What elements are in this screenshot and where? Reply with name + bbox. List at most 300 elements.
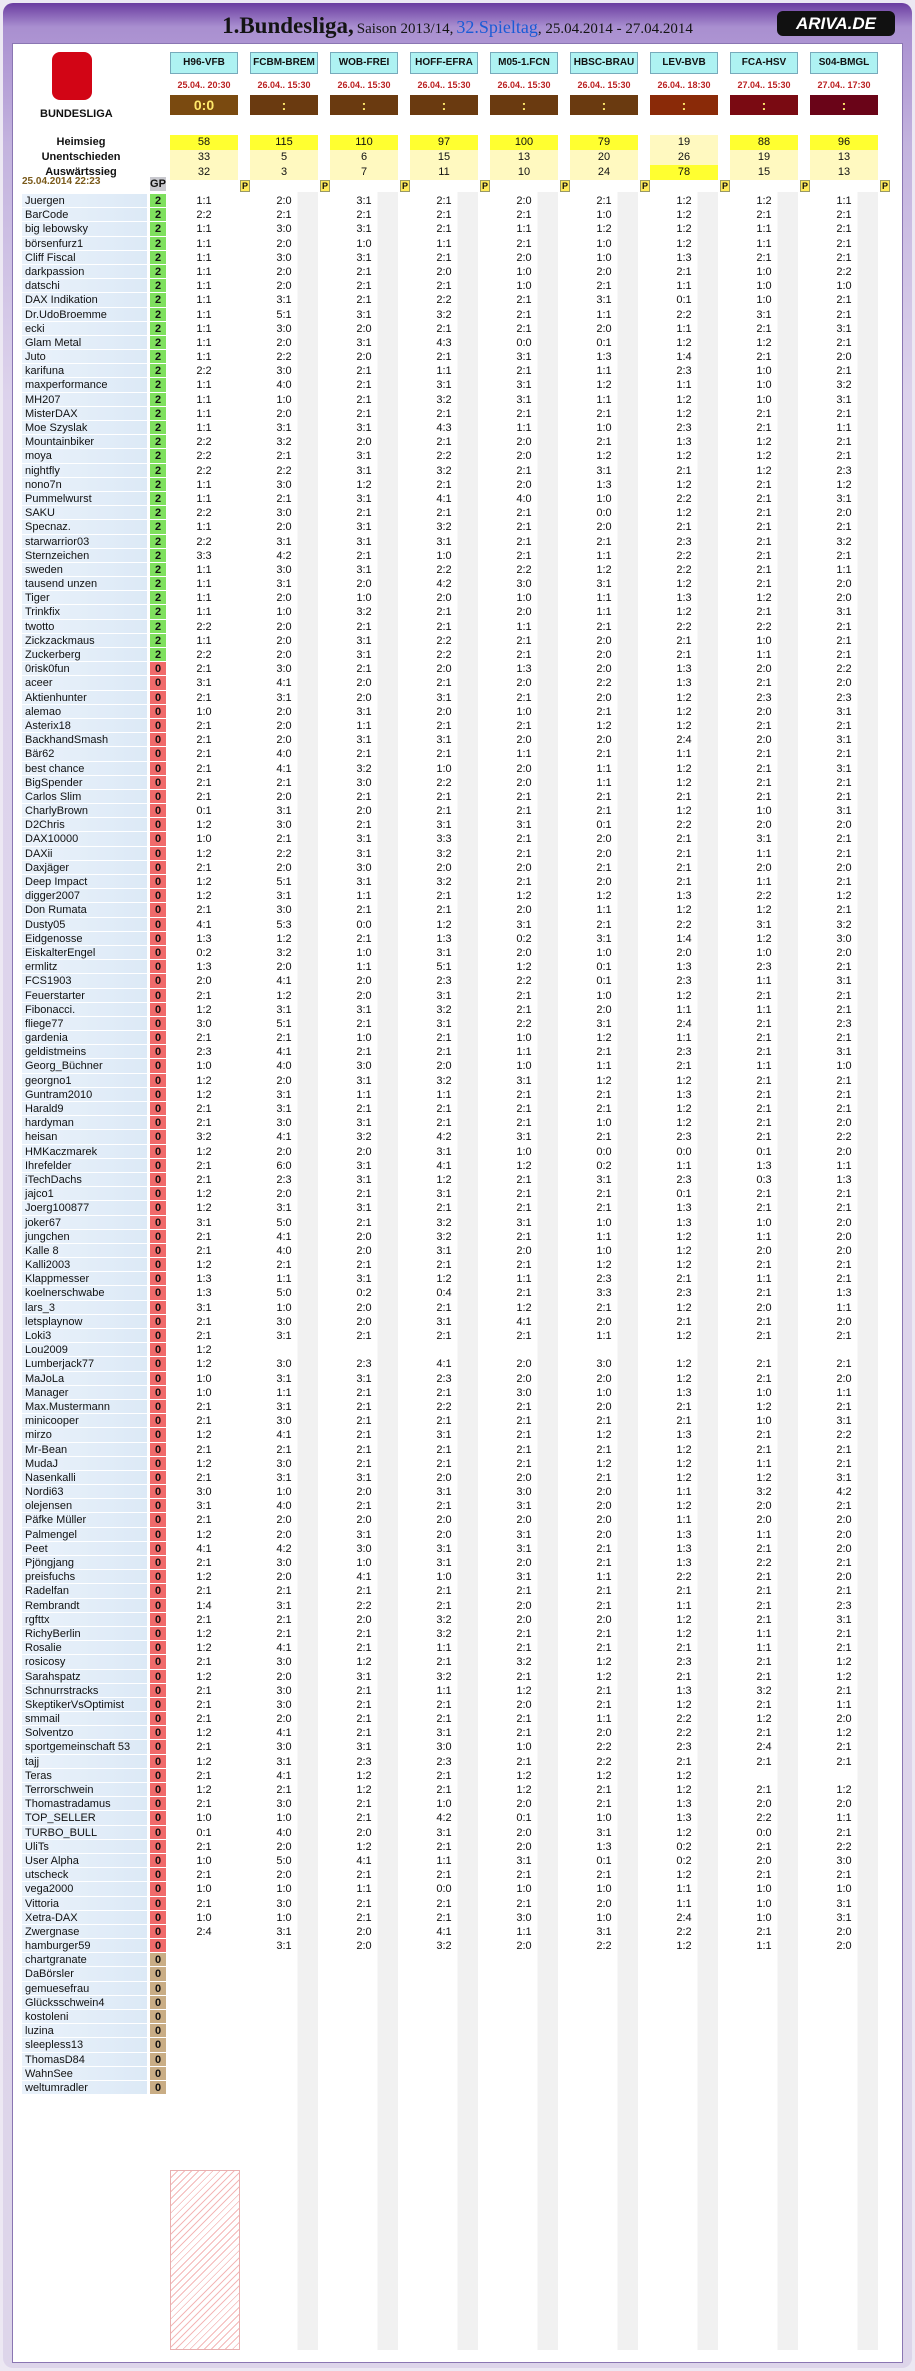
- participant-name[interactable]: Manager: [22, 1386, 147, 1400]
- tip-cell: 2:1: [836, 1684, 852, 1697]
- tip-cell: 3:1: [436, 1145, 452, 1158]
- participant-name[interactable]: Ihrefelder: [22, 1159, 147, 1173]
- participant-name[interactable]: Zwergnase: [22, 1925, 147, 1939]
- participant-name[interactable]: Eidgenosse: [22, 932, 147, 946]
- participant-name[interactable]: Mr-Bean: [22, 1443, 147, 1457]
- participant-name[interactable]: jungchen: [22, 1230, 147, 1244]
- tip-cell: 1:1: [596, 592, 612, 605]
- participant-name[interactable]: ecki: [22, 322, 147, 336]
- participant-name[interactable]: hamburger59: [22, 1939, 147, 1953]
- gp-value: 0: [150, 2067, 166, 2081]
- participant-name[interactable]: Dr.UdoBroemme: [22, 308, 147, 322]
- participant-name[interactable]: CharlyBrown: [22, 804, 147, 818]
- participant-name[interactable]: luzina: [22, 2024, 147, 2038]
- tip-cell: 1:2: [596, 1074, 612, 1087]
- participant-name[interactable]: Moe Szyslak: [22, 421, 147, 435]
- tip-cell: 3:1: [516, 379, 532, 392]
- participant-name[interactable]: best chance: [22, 762, 147, 776]
- tip-cell: 2:1: [356, 1443, 372, 1456]
- participant-name[interactable]: heisan: [22, 1130, 147, 1144]
- participant-name[interactable]: Nasenkalli: [22, 1471, 147, 1485]
- match-header[interactable]: HOFF-EFRA: [410, 52, 478, 74]
- participant-name[interactable]: MudaJ: [22, 1457, 147, 1471]
- participant-name[interactable]: Kalli2003: [22, 1258, 147, 1272]
- participant-name[interactable]: gemuesefrau: [22, 1982, 147, 1996]
- participant-name[interactable]: utscheck: [22, 1868, 147, 1882]
- gp-value: 2: [150, 492, 166, 506]
- participant-name[interactable]: BarCode: [22, 208, 147, 222]
- participant-name[interactable]: alemao: [22, 705, 147, 719]
- tip-cell: 2:1: [756, 492, 772, 505]
- tip-cell: 2:1: [596, 195, 612, 207]
- tip-cell: 2:1: [436, 1457, 452, 1470]
- tip-cell: 1:4: [676, 351, 692, 364]
- participant-name[interactable]: karifuna: [22, 364, 147, 378]
- tip-cell: 1:2: [436, 918, 452, 931]
- tip-cell: 1:2: [516, 1159, 532, 1172]
- tip-cell: 1:2: [356, 1784, 372, 1796]
- tip-cell: 2:1: [196, 1769, 212, 1782]
- table-row: [0, 1357, 909, 1371]
- p-flag-icon[interactable]: P: [241, 181, 248, 191]
- participant-name[interactable]: digger2007: [22, 889, 147, 903]
- tip-cell: 2:3: [756, 691, 772, 704]
- table-row: [0, 194, 909, 208]
- tip-cell: 2:1: [516, 989, 532, 1002]
- table-row: [0, 1116, 909, 1130]
- gp-value: 0: [150, 1130, 166, 1144]
- participant-name[interactable]: tausend unzen: [22, 577, 147, 591]
- match-date: 26.04.. 15:30: [410, 78, 478, 92]
- tip-cell: 2:1: [436, 478, 452, 491]
- participant-name[interactable]: Lumberjack77: [22, 1357, 147, 1371]
- tip-cell: 2:1: [836, 436, 852, 449]
- participant-name[interactable]: gardenia: [22, 1031, 147, 1045]
- tip-cell: 1:2: [516, 1784, 532, 1796]
- tip-cell: 2:1: [196, 1400, 212, 1413]
- tip-cell: 2:0: [516, 861, 532, 874]
- participant-name[interactable]: Palmengel: [22, 1528, 147, 1542]
- participant-name[interactable]: Bär62: [22, 747, 147, 761]
- tip-cell: 2:1: [516, 1429, 532, 1442]
- participant-name[interactable]: 0risk0fun: [22, 662, 147, 676]
- table-row: [0, 464, 909, 478]
- tip-cell: 2:0: [356, 989, 372, 1002]
- participant-name[interactable]: Kalle 8: [22, 1244, 147, 1258]
- gp-value: 0: [150, 1570, 166, 1584]
- tip-cell: 2:1: [516, 1457, 532, 1470]
- participant-name[interactable]: Aktienhunter: [22, 691, 147, 705]
- away-win-count: 24: [570, 165, 638, 180]
- participant-name[interactable]: Glücksschwein4: [22, 1996, 147, 2010]
- gp-value: 0: [150, 1428, 166, 1442]
- tip-cell: 2:1: [356, 663, 372, 676]
- tip-cell: 3:1: [596, 1017, 612, 1030]
- table-row: [0, 393, 909, 407]
- participant-name[interactable]: weltumradler: [22, 2081, 147, 2095]
- participant-name[interactable]: lars_3: [22, 1301, 147, 1315]
- match-header[interactable]: H96-VFB: [170, 52, 238, 74]
- participant-name[interactable]: Juto: [22, 350, 147, 364]
- tip-cell: 2:0: [596, 1727, 612, 1740]
- participant-name[interactable]: Dusty05: [22, 918, 147, 932]
- participant-name[interactable]: SkeptikerVsOptimist: [22, 1698, 147, 1712]
- participant-name[interactable]: geldistmeins: [22, 1045, 147, 1059]
- participant-name[interactable]: Deep Impact: [22, 875, 147, 889]
- match-result: :: [250, 95, 318, 115]
- participant-name[interactable]: preisfuchs: [22, 1570, 147, 1584]
- participant-name[interactable]: Thomastradamus: [22, 1797, 147, 1811]
- tip-cell: 1:2: [196, 1188, 212, 1201]
- participant-name[interactable]: Sarahspatz: [22, 1670, 147, 1684]
- tip-cell: 1:0: [196, 1812, 212, 1825]
- participant-name[interactable]: Guntram2010: [22, 1088, 147, 1102]
- participant-name[interactable]: MH207: [22, 393, 147, 407]
- match-header[interactable]: S04-BMGL: [810, 52, 878, 74]
- participant-name[interactable]: minicooper: [22, 1414, 147, 1428]
- participant-name[interactable]: Asterix18: [22, 719, 147, 733]
- participant-name[interactable]: UliTs: [22, 1840, 147, 1854]
- participant-name[interactable]: Päfke Müller: [22, 1513, 147, 1527]
- tip-cell: 1:1: [596, 549, 612, 562]
- tip-cell: 2:2: [676, 1727, 692, 1740]
- participant-name[interactable]: Terrorschwein: [22, 1783, 147, 1797]
- tip-cell: 3:1: [356, 1471, 372, 1484]
- p-flag-icon[interactable]: P: [321, 181, 328, 191]
- tip-cell: 1:1: [516, 1046, 532, 1059]
- participant-name[interactable]: rosicosy: [22, 1655, 147, 1669]
- gp-value: 0: [150, 861, 166, 875]
- participant-name[interactable]: twotto: [22, 620, 147, 634]
- tip-cell: 2:0: [596, 847, 612, 860]
- participant-name[interactable]: Vittoria: [22, 1897, 147, 1911]
- tip-cell: 2:1: [756, 1585, 772, 1598]
- tip-cell: 1:2: [596, 1457, 612, 1470]
- p-flag-icon[interactable]: P: [721, 181, 728, 191]
- match-header[interactable]: HBSC-BRAU: [570, 52, 638, 74]
- participant-name[interactable]: DAXii: [22, 847, 147, 861]
- participant-name[interactable]: Zickzackmaus: [22, 634, 147, 648]
- tip-cell: 1:0: [596, 1386, 612, 1399]
- tip-cell: 2:1: [436, 1698, 452, 1711]
- participant-name[interactable]: hardyman: [22, 1116, 147, 1130]
- tip-cell: 1:2: [676, 776, 692, 789]
- gp-value: 0: [150, 1372, 166, 1386]
- tip-cell: 1:0: [596, 422, 612, 434]
- participant-name[interactable]: TURBO_BULL: [22, 1826, 147, 1840]
- tip-cell: 2:0: [356, 578, 372, 591]
- tip-cell: 2:1: [516, 1727, 532, 1740]
- tip-cell: 2:1: [276, 450, 292, 463]
- participant-name[interactable]: Peet: [22, 1542, 147, 1556]
- tip-cell: 2:1: [436, 1656, 452, 1669]
- participant-name[interactable]: mirzo: [22, 1428, 147, 1442]
- participant-name[interactable]: Don Rumata: [22, 903, 147, 917]
- participant-name[interactable]: DAX10000: [22, 832, 147, 846]
- tip-cell: 3:1: [596, 932, 612, 945]
- participant-name[interactable]: ermlitz: [22, 960, 147, 974]
- p-flag-icon[interactable]: P: [881, 181, 888, 191]
- gp-value: 0: [150, 918, 166, 932]
- tip-cell: 0:2: [676, 1840, 692, 1853]
- participant-name[interactable]: smmail: [22, 1712, 147, 1726]
- tip-cell: 2:1: [596, 1202, 612, 1215]
- participant-name[interactable]: letsplaynow: [22, 1315, 147, 1329]
- tip-cell: 3:1: [276, 1925, 292, 1938]
- tip-cell: 1:0: [756, 265, 772, 278]
- participant-name[interactable]: Klappmesser: [22, 1272, 147, 1286]
- tip-cell: 2:1: [596, 1415, 612, 1428]
- tip-cell: 2:1: [436, 1117, 452, 1130]
- tip-cell: 3:1: [356, 1173, 372, 1186]
- gp-value: 0: [150, 1698, 166, 1712]
- tip-cell: 1:0: [516, 265, 532, 278]
- tip-cell: 1:3: [676, 1528, 692, 1541]
- gp-value: 0: [150, 1826, 166, 1840]
- tip-cell: 2:1: [436, 351, 452, 364]
- match-header[interactable]: WOB-FREI: [330, 52, 398, 74]
- participant-name[interactable]: kostoleni: [22, 2010, 147, 2024]
- participant-name[interactable]: börsenfurz1: [22, 237, 147, 251]
- participant-name[interactable]: Fibonacci.: [22, 1003, 147, 1017]
- participant-name[interactable]: User Alpha: [22, 1854, 147, 1868]
- table-row: [0, 620, 909, 634]
- tip-cell: 1:1: [596, 1713, 612, 1726]
- tip-cell: 2:1: [676, 649, 692, 661]
- tip-cell: 3:1: [836, 975, 852, 988]
- participant-name[interactable]: Solventzo: [22, 1726, 147, 1740]
- tip-cell: 2:1: [836, 521, 852, 534]
- tip-cell: 2:1: [516, 507, 532, 520]
- away-win-count: 7: [330, 165, 398, 180]
- participant-name[interactable]: Specnaz.: [22, 520, 147, 534]
- participant-name[interactable]: datschi: [22, 279, 147, 293]
- gp-value: 0: [150, 1414, 166, 1428]
- tip-cell: 3:1: [356, 535, 372, 548]
- tip-cell: 2:1: [276, 1032, 292, 1045]
- participant-name[interactable]: fliege77: [22, 1017, 147, 1031]
- tip-cell: 1:0: [196, 1883, 212, 1896]
- table-row: [0, 918, 909, 932]
- tip-cell: 2:1: [756, 1315, 772, 1328]
- tip-cell: 2:1: [756, 1869, 772, 1882]
- participant-name[interactable]: aceer: [22, 676, 147, 690]
- gp-value: 0: [150, 1230, 166, 1244]
- p-flag-icon[interactable]: P: [401, 181, 408, 191]
- participant-name[interactable]: Pummelwurst: [22, 492, 147, 506]
- gp-value: 0: [150, 747, 166, 761]
- participant-name[interactable]: DaBörsler: [22, 1967, 147, 1981]
- tip-cell: 2:0: [596, 1897, 612, 1910]
- tip-cell: 2:0: [596, 663, 612, 676]
- participant-name[interactable]: RichyBerlin: [22, 1627, 147, 1641]
- ariva-logo[interactable]: ARIVA.DE: [777, 11, 895, 36]
- participant-name[interactable]: D2Chris: [22, 818, 147, 832]
- tip-cell: 1:2: [676, 1940, 692, 1953]
- participant-name[interactable]: Xetra-DAX: [22, 1911, 147, 1925]
- participant-name[interactable]: BackhandSmash: [22, 733, 147, 747]
- table-row: [0, 577, 909, 591]
- table-row: [0, 889, 909, 903]
- tip-cell: 1:1: [436, 237, 452, 250]
- tip-cell: 2:0: [516, 1940, 532, 1953]
- participant-name[interactable]: olejensen: [22, 1499, 147, 1513]
- participant-name[interactable]: Max.Mustermann: [22, 1400, 147, 1414]
- participant-name[interactable]: koelnerschwabe: [22, 1286, 147, 1300]
- tip-cell: 2:1: [436, 1301, 452, 1314]
- participant-name[interactable]: jajco1: [22, 1187, 147, 1201]
- participant-name[interactable]: sweden: [22, 563, 147, 577]
- tip-cell: 2:0: [836, 946, 852, 959]
- tip-cell: 3:1: [836, 734, 852, 747]
- participant-name[interactable]: Loki3: [22, 1329, 147, 1343]
- participant-name[interactable]: rgfttx: [22, 1613, 147, 1627]
- participant-name[interactable]: WahnSee: [22, 2067, 147, 2081]
- participant-name[interactable]: Schnurrstracks: [22, 1684, 147, 1698]
- participant-name[interactable]: Teras: [22, 1769, 147, 1783]
- participant-name[interactable]: Mountainbiker: [22, 435, 147, 449]
- p-flag-icon[interactable]: P: [801, 181, 808, 191]
- tip-cell: 2:1: [436, 1769, 452, 1782]
- away-win-count: 78: [650, 165, 718, 180]
- tip-cell: 1:0: [596, 1911, 612, 1924]
- match-header[interactable]: LEV-BVB: [650, 52, 718, 74]
- participant-name[interactable]: sleepless13: [22, 2038, 147, 2052]
- gp-value: 0: [150, 1258, 166, 1272]
- tip-cell: 1:0: [196, 705, 212, 718]
- participant-name[interactable]: Daxjäger: [22, 861, 147, 875]
- tip-cell: 1:0: [596, 492, 612, 505]
- participant-name[interactable]: FCS1903: [22, 974, 147, 988]
- table-row: [0, 1513, 909, 1527]
- participant-name[interactable]: georgno1: [22, 1074, 147, 1088]
- participant-name[interactable]: starwarrior03: [22, 535, 147, 549]
- participant-name[interactable]: nightfly: [22, 464, 147, 478]
- participant-name[interactable]: ThomasD84: [22, 2053, 147, 2067]
- tip-cell: 2:0: [276, 734, 292, 747]
- participant-name[interactable]: maxperformance: [22, 378, 147, 392]
- table-row: [0, 1840, 909, 1854]
- match-header[interactable]: FCBM-BREM: [250, 52, 318, 74]
- tip-cell: 3:1: [516, 1528, 532, 1541]
- tip-cell: 1:1: [596, 776, 612, 789]
- participant-name[interactable]: nono7n: [22, 478, 147, 492]
- home-win-count: 79: [570, 135, 638, 150]
- tip-cell: 2:1: [196, 1713, 212, 1726]
- table-row: [0, 208, 909, 222]
- tip-cell: 2:1: [516, 1259, 532, 1272]
- gp-value: 2: [150, 478, 166, 492]
- participant-name[interactable]: Tiger: [22, 591, 147, 605]
- participant-name[interactable]: Rembrandt: [22, 1599, 147, 1613]
- tip-cell: 1:2: [596, 719, 612, 732]
- tip-cell: 2:0: [436, 1528, 452, 1541]
- participant-name[interactable]: Glam Metal: [22, 336, 147, 350]
- match-header[interactable]: M05-1.FCN: [490, 52, 558, 74]
- participant-name[interactable]: Cliff Fiscal: [22, 251, 147, 265]
- tip-cell: 2:0: [276, 705, 292, 718]
- tip-cell: 1:1: [756, 1003, 772, 1016]
- participant-name[interactable]: Nordi63: [22, 1485, 147, 1499]
- participant-name[interactable]: Georg_Büchner: [22, 1059, 147, 1073]
- tip-cell: 2:2: [516, 975, 532, 988]
- participant-name[interactable]: TOP_SELLER: [22, 1811, 147, 1825]
- participant-name[interactable]: chartgranate: [22, 1953, 147, 1967]
- tip-cell: 3:3: [436, 833, 452, 846]
- tip-cell: 2:3: [756, 961, 772, 974]
- participant-name[interactable]: EiskalterEngel: [22, 946, 147, 960]
- tip-cell: 2:1: [516, 649, 532, 661]
- participant-name[interactable]: moya: [22, 449, 147, 463]
- tip-cell: 3:2: [836, 535, 852, 548]
- tip-cell: 2:1: [836, 1557, 852, 1569]
- participant-name[interactable]: Zuckerberg: [22, 648, 147, 662]
- p-flag-icon[interactable]: P: [561, 181, 568, 191]
- tip-cell: 3:1: [436, 1542, 452, 1555]
- participant-name[interactable]: MisterDAX: [22, 407, 147, 421]
- tip-cell: 3:1: [276, 422, 292, 434]
- tip-cell: 2:1: [836, 1330, 852, 1342]
- home-win-count: 115: [250, 135, 318, 150]
- participant-name[interactable]: Pjöngjang: [22, 1556, 147, 1570]
- tip-cell: 3:1: [836, 606, 852, 619]
- participant-name[interactable]: vega2000: [22, 1882, 147, 1896]
- participant-name[interactable]: big lebowsky: [22, 222, 147, 236]
- tip-cell: 2:1: [756, 1571, 772, 1584]
- participant-name[interactable]: Juergen: [22, 194, 147, 208]
- tip-cell: 2:1: [196, 1103, 212, 1115]
- participant-name[interactable]: Sternzeichen: [22, 549, 147, 563]
- tip-cell: 2:1: [756, 521, 772, 534]
- table-row: [0, 1613, 909, 1627]
- participant-name[interactable]: Radelfan: [22, 1584, 147, 1598]
- participant-name[interactable]: Trinkfix: [22, 605, 147, 619]
- tip-cell: 2:1: [436, 322, 452, 335]
- participant-name[interactable]: iTechDachs: [22, 1173, 147, 1187]
- match-header[interactable]: FCA-HSV: [730, 52, 798, 74]
- participant-name[interactable]: Rosalie: [22, 1641, 147, 1655]
- participant-name[interactable]: SAKU: [22, 506, 147, 520]
- participant-name[interactable]: joker67: [22, 1216, 147, 1230]
- tip-cell: 1:0: [596, 237, 612, 250]
- tip-cell: 2:3: [676, 1046, 692, 1059]
- participant-name[interactable]: darkpassion: [22, 265, 147, 279]
- table-row: [0, 1726, 909, 1740]
- gp-value: 0: [150, 1216, 166, 1230]
- tip-cell: 1:2: [836, 1727, 852, 1740]
- participant-name[interactable]: Feuerstarter: [22, 989, 147, 1003]
- participant-name[interactable]: Lou2009: [22, 1343, 147, 1357]
- participant-name[interactable]: Harald9: [22, 1102, 147, 1116]
- participant-name[interactable]: Joerg100877: [22, 1201, 147, 1215]
- participant-name[interactable]: HMKaczmarek: [22, 1145, 147, 1159]
- table-row: [0, 1868, 909, 1882]
- p-flag-icon[interactable]: P: [641, 181, 648, 191]
- match-date: 26.04.. 18:30: [650, 78, 718, 92]
- participant-name[interactable]: DAX Indikation: [22, 293, 147, 307]
- tip-cell: 2:1: [756, 1017, 772, 1030]
- participant-name[interactable]: Carlos Slim: [22, 790, 147, 804]
- p-flag-icon[interactable]: P: [481, 181, 488, 191]
- tip-cell: 2:1: [756, 251, 772, 264]
- participant-name[interactable]: tajj: [22, 1755, 147, 1769]
- tip-cell: 2:1: [356, 1017, 372, 1030]
- tip-cell: 2:2: [596, 1741, 612, 1754]
- participant-name[interactable]: MaJoLa: [22, 1372, 147, 1386]
- participant-name[interactable]: BigSpender: [22, 776, 147, 790]
- participant-name[interactable]: sportgemeinschaft 53: [22, 1740, 147, 1754]
- tip-cell: 4:1: [276, 1230, 292, 1243]
